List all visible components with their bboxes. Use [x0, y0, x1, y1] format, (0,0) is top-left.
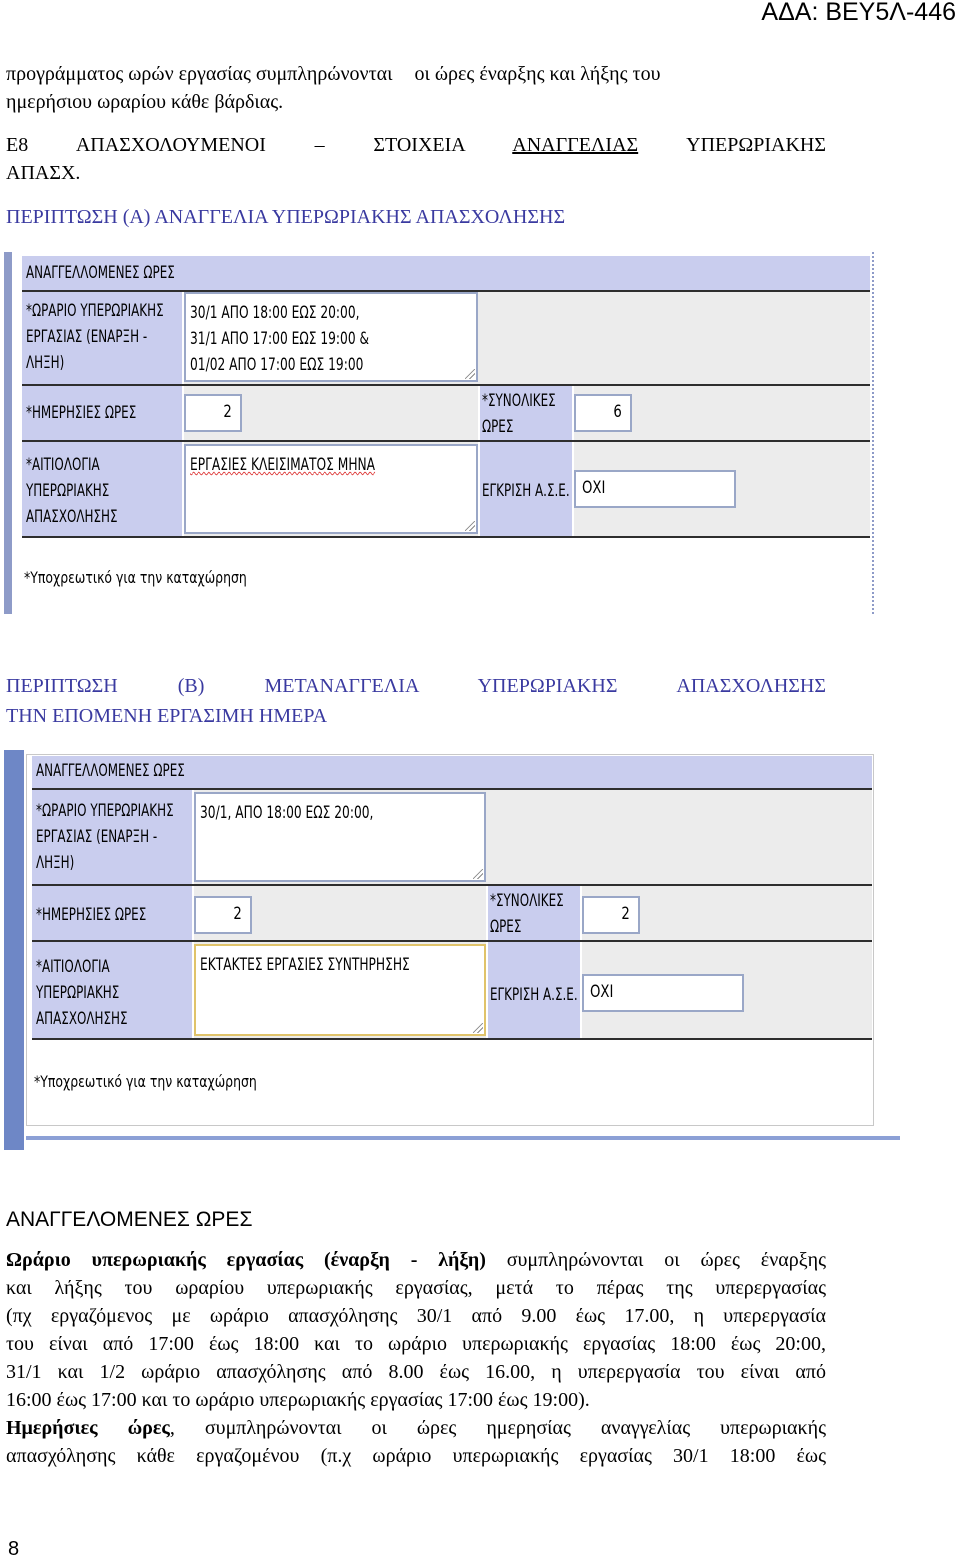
case-a-approval-input[interactable]: [574, 470, 736, 508]
section-e8-title-b: ΑΝΑΓΓΕΛΙΑΣ: [512, 134, 639, 156]
case-b-approval-label: ΕΓΚΡΙΣΗ Α.Σ.Ε.: [490, 985, 578, 1005]
intro-line-2: ημερήσιου ωραρίου κάθε βάρδιας.: [6, 91, 284, 113]
case-a-schedule-value-3: 01/02 ΑΠΟ 17:00 ΕΩΣ 19:00: [190, 355, 364, 375]
case-b-approval-input[interactable]: [582, 974, 744, 1012]
explanation-p1-line3: (πχ εργαζόμενος με ωράριο απασχόλησης 30/1 από 9.00 έως 17.00, η υπερεργασία: [6, 1305, 826, 1327]
case-a-reason-value: ΕΡΓΑΣΙΕΣ ΚΛΕΙΣΙΜΑΤΟΣ ΜΗΝΑ: [190, 455, 376, 475]
resize-grip-icon[interactable]: [473, 1023, 483, 1033]
case-b-reason-label-2: ΥΠΕΡΩΡΙΑΚΗΣ: [36, 983, 120, 1003]
case-a-section-label: ΑΝΑΓΓΕΛΛΟΜΕΝΕΣ ΩΡΕΣ: [26, 263, 175, 283]
explanation-p2-bold: Ημερήσιες ώρες: [6, 1417, 170, 1439]
explanation-p2-line1: [6, 1414, 826, 1442]
explanation-p2-line2: απασχόλησης κάθε εργαζομένου (π.χ ωράριο υπερωριακής εργασίας 30/1 18:00 έως: [6, 1445, 826, 1467]
case-a-reason-label-3: ΑΠΑΣΧΟΛΗΣΗΣ: [26, 507, 118, 527]
case-b-reason-label-1: *ΑΙΤΙΟΛΟΓΙΑ: [36, 957, 110, 977]
case-a-total-input[interactable]: [574, 394, 632, 432]
explanation-p1-rest: συμπληρώνονται οι ώρες έναρξης: [485, 1249, 826, 1271]
explanation-heading: ΑΝΑΓΓΕΛΟΜΕΝΕΣ ΩΡΕΣ: [6, 1208, 253, 1231]
resize-grip-icon[interactable]: [473, 869, 483, 879]
case-a-reason-textarea[interactable]: [184, 444, 478, 534]
case-a-daily-input[interactable]: [184, 394, 242, 432]
explanation-p1-line5: 31/1 και 1/2 ωράριο απασχόλησης από 8.00 έως 16.00, η υπερεργασία του είναι από: [6, 1361, 826, 1383]
case-b-total-value: 2: [621, 904, 630, 924]
case-a-total-value: 6: [613, 402, 622, 422]
case-a-daily-label: *ΗΜΕΡΗΣΙΕΣ ΩΡΕΣ: [26, 403, 137, 423]
case-b-form-screenshot: [4, 750, 900, 1150]
resize-grip-icon[interactable]: [465, 521, 475, 531]
case-a-required-note: *Υποχρεωτικό για την καταχώρηση: [24, 568, 247, 587]
case-a-schedule-label-3: ΛΗΞΗ): [26, 353, 65, 373]
case-b-schedule-label-3: ΛΗΞΗ): [36, 853, 75, 873]
case-a-schedule-label-1: *ΩΡΑΡΙΟ ΥΠΕΡΩΡΙΑΚΗΣ: [26, 301, 164, 321]
page-number: 8: [8, 1538, 20, 1560]
case-b-heading: [6, 672, 826, 700]
resize-grip-icon[interactable]: [465, 369, 475, 379]
case-b-schedule-label-2: ΕΡΓΑΣΙΑΣ (ΕΝΑΡΞΗ -: [36, 827, 158, 847]
case-b-daily-label: *ΗΜΕΡΗΣΙΕΣ ΩΡΕΣ: [36, 905, 147, 925]
section-e8-title: [6, 131, 826, 159]
case-b-total-input[interactable]: [582, 896, 640, 934]
case-b-reason-label-3: ΑΠΑΣΧΟΛΗΣΗΣ: [36, 1009, 128, 1029]
intro-line-1b: οι ώρες έναρξης και λήξης του: [414, 63, 661, 85]
case-a-form-screenshot: [4, 252, 876, 614]
case-b-total-label-1: *ΣΥΝΟΛΙΚΕΣ: [490, 891, 564, 911]
ada-code: ΑΔΑ: ΒΕΥ5Λ-446: [761, 0, 956, 26]
explanation-p1-line4: του είναι από 17:00 έως 18:00 και το ωράριο υπερωριακής εργασίας 18:00 έως 20:00,: [6, 1333, 826, 1355]
case-b-reason-value: ΕΚΤΑΚΤΕΣ ΕΡΓΑΣΙΕΣ ΣΥΝΤΗΡΗΣΗΣ: [200, 955, 410, 975]
section-e8-title-line2: ΑΠΑΣΧ.: [6, 162, 81, 184]
case-b-total-label-2: ΩΡΕΣ: [490, 917, 522, 937]
explanation-p1-line1: [6, 1246, 826, 1274]
case-b-daily-value: 2: [233, 904, 242, 924]
section-e8-title-c: ΥΠΕΡΩΡΙΑΚΗΣ: [686, 134, 827, 156]
explanation-p1-line6: 16:00 έως 17:00 και το ωράριο υπερωριακής εργασίας 17:00 έως 19:00).: [6, 1389, 590, 1411]
section-e8-code: Ε8: [6, 134, 29, 156]
case-a-approval-value: ΟΧΙ: [582, 478, 606, 498]
explanation-p1-line2: και λήξης του ωραρίου υπερωριακής εργασίας, μετά το πέρας της υπερεργασίας: [6, 1277, 826, 1299]
case-a-total-label-1: *ΣΥΝΟΛΙΚΕΣ: [482, 391, 556, 411]
case-b-required-note: *Υποχρεωτικό για την καταχώρηση: [34, 1072, 257, 1091]
case-b-schedule-label-1: *ΩΡΑΡΙΟ ΥΠΕΡΩΡΙΑΚΗΣ: [36, 801, 174, 821]
case-a-daily-value: 2: [223, 402, 232, 422]
case-b-schedule-textarea[interactable]: [194, 792, 486, 882]
explanation-p2-rest: , συμπληρώνονται οι ώρες ημερησίας αναγγελίας υπερωριακής: [169, 1417, 826, 1439]
case-a-schedule-label-2: ΕΡΓΑΣΙΑΣ (ΕΝΑΡΞΗ -: [26, 327, 148, 347]
case-b-heading-a: ΠΕΡΙΠΤΩΣΗ (Β) ΜΕΤΑΝΑΓΓΕΛΙΑ: [6, 675, 419, 697]
explanation-p1-bold: Ωράριο υπερωριακής εργασίας (έναρξη - λήξη): [6, 1249, 486, 1271]
case-a-reason-label-1: *ΑΙΤΙΟΛΟΓΙΑ: [26, 455, 100, 475]
intro-line-1a: προγράμματος ωρών εργασίας συμπληρώνονται: [6, 63, 393, 85]
case-a-schedule-textarea[interactable]: [184, 292, 478, 382]
case-b-daily-input[interactable]: [194, 896, 252, 934]
section-e8-title-a: ΑΠΑΣΧΟΛΟΥΜΕΝΟΙ – ΣΤΟΙΧΕΙΑ: [75, 134, 465, 156]
case-a-approval-label: ΕΓΚΡΙΣΗ Α.Σ.Ε.: [482, 481, 570, 501]
intro-line-1: [6, 60, 826, 88]
case-a-schedule-value-1: 30/1 ΑΠΟ 18:00 ΕΩΣ 20:00,: [190, 303, 360, 323]
case-b-reason-textarea[interactable]: [194, 944, 486, 1036]
case-b-heading-line2: ΤΗΝ ΕΠΟΜΕΝΗ ΕΡΓΑΣΙΜΗ ΗΜΕΡΑ: [6, 705, 328, 727]
case-b-schedule-value-1: 30/1, ΑΠΟ 18:00 ΕΩΣ 20:00,: [200, 803, 374, 823]
case-a-schedule-value-2: 31/1 ΑΠΟ 17:00 ΕΩΣ 19:00 &: [190, 329, 370, 349]
case-a-total-label-2: ΩΡΕΣ: [482, 417, 514, 437]
case-b-section-label: ΑΝΑΓΓΕΛΛΟΜΕΝΕΣ ΩΡΕΣ: [36, 761, 185, 781]
case-a-reason-label-2: ΥΠΕΡΩΡΙΑΚΗΣ: [26, 481, 110, 501]
case-b-heading-b: ΥΠΕΡΩΡΙΑΚΗΣ ΑΠΑΣΧΟΛΗΣΗΣ: [477, 675, 826, 697]
case-a-heading: ΠΕΡΙΠΤΩΣΗ (Α) ΑΝΑΓΓΕΛΙΑ ΥΠΕΡΩΡΙΑΚΗΣ ΑΠΑΣΧΟΛΗΣΗΣ: [6, 206, 566, 228]
case-b-approval-value: ΟΧΙ: [590, 982, 614, 1002]
